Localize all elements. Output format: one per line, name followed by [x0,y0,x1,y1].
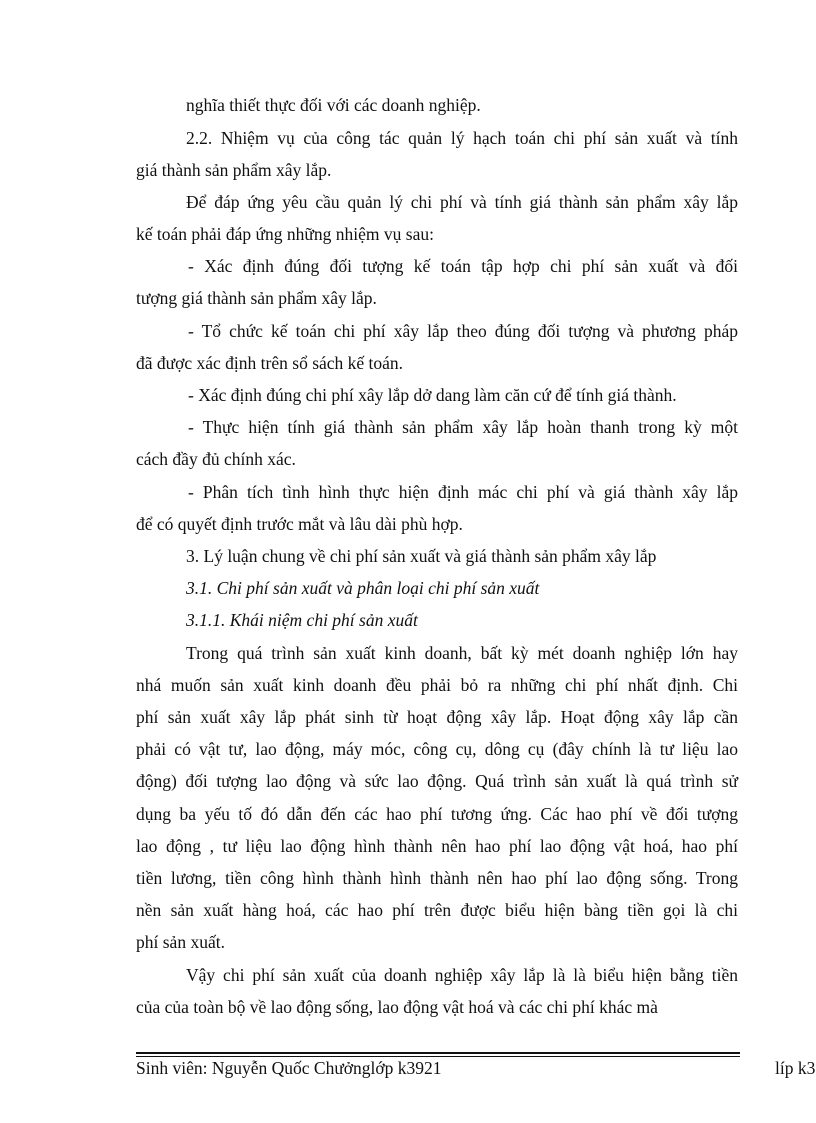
paragraph-line: nhá muốn sản xuất kinh doanh đều phải bỏ ra những chi phí nhất định. Chi [136,675,738,695]
paragraph-line: dụng ba yếu tố đó dẫn đến các hao phí tương ứng. Các hao phí về đối tượng [136,804,738,824]
paragraph-line: phí sản xuất xây lắp phát sinh từ hoạt động xây lắp. Hoạt động xây lắp cần [136,707,738,727]
list-item: để có quyết định trước mắt và lâu dài phù hợp. [136,514,463,534]
paragraph-line: nghĩa thiết thực đối với các doanh nghiệp. [186,95,481,115]
list-item: đã được xác định trên sổ sách kế toán. [136,353,404,373]
footer-divider [136,1052,740,1054]
paragraph-line: phải có vật tư, lao động, máy móc, công cụ, dông cụ (đây chính là tư liệu lao [136,739,738,759]
subsection-heading: 3.1. Chi phí sản xuất và phân loại chi phí sản xuất [186,578,540,598]
list-item: - Tổ chức kế toán chi phí xây lắp theo đúng đối tượng và phương pháp [188,321,738,341]
paragraph-line: tiền lương, tiền công hình thành hình thành nên hao phí lao động sống. Trong [136,868,738,888]
footer-class: líp k3 [775,1058,816,1078]
paragraph-line: nền sản xuất hàng hoá, các hao phí trên được biểu hiện bàng tiền gọi là chi [136,900,738,920]
list-item: tượng giá thành sản phẩm xây lắp. [136,288,377,308]
paragraph-line: của của toàn bộ về lao động sống, lao động vật hoá và các chi phí khác mà [136,997,658,1017]
list-item: - Thực hiện tính giá thành sản phẩm xây lắp hoàn thanh trong kỳ một [188,417,738,437]
paragraph-line: kế toán phải đáp ứng những nhiệm vụ sau: [136,224,434,244]
footer-student-info: Sinh viên: Nguyễn Quốc Chưởnglớp k3921 [136,1058,442,1078]
list-item: - Phân tích tình hình thực hiện định mác chi phí và giá thành xây lắp [188,482,738,502]
section-heading: 2.2. Nhiệm vụ của công tác quản lý hạch toán chi phí sản xuất và tính [186,128,738,148]
section-heading: giá thành sản phẩm xây lắp. [136,160,332,180]
subsection-heading: 3.1.1. Khái niệm chi phí sản xuất [186,610,418,630]
list-item: - Xác định đúng chi phí xây lắp dở dang làm căn cứ để tính giá thành. [188,385,677,405]
paragraph-line: động) đối tượng lao động và sức lao động. Quá trình sản xuất là quá trình sử [136,771,738,791]
list-item: - Xác định đúng đối tượng kế toán tập hợp chi phí sản xuất và đối [188,256,738,276]
paragraph-line: Vậy chi phí sản xuất của doanh nghiệp xây lắp là là biểu hiện bằng tiền [186,965,738,985]
paragraph-line: lao động , tư liệu lao động hình thành nên hao phí lao động vật hoá, hao phí [136,836,738,856]
paragraph-line: phí sản xuất. [136,932,225,952]
paragraph-line: Để đáp ứng yêu cầu quản lý chi phí và tính giá thành sản phẩm xây lắp [186,192,738,212]
list-item: cách đầy đủ chính xác. [136,449,296,469]
section-heading: 3. Lý luận chung về chi phí sản xuất và giá thành sản phẩm xây lắp [186,546,657,566]
paragraph-line: Trong quá trình sản xuất kinh doanh, bất kỳ mét doanh nghiệp lớn hay [186,643,738,663]
